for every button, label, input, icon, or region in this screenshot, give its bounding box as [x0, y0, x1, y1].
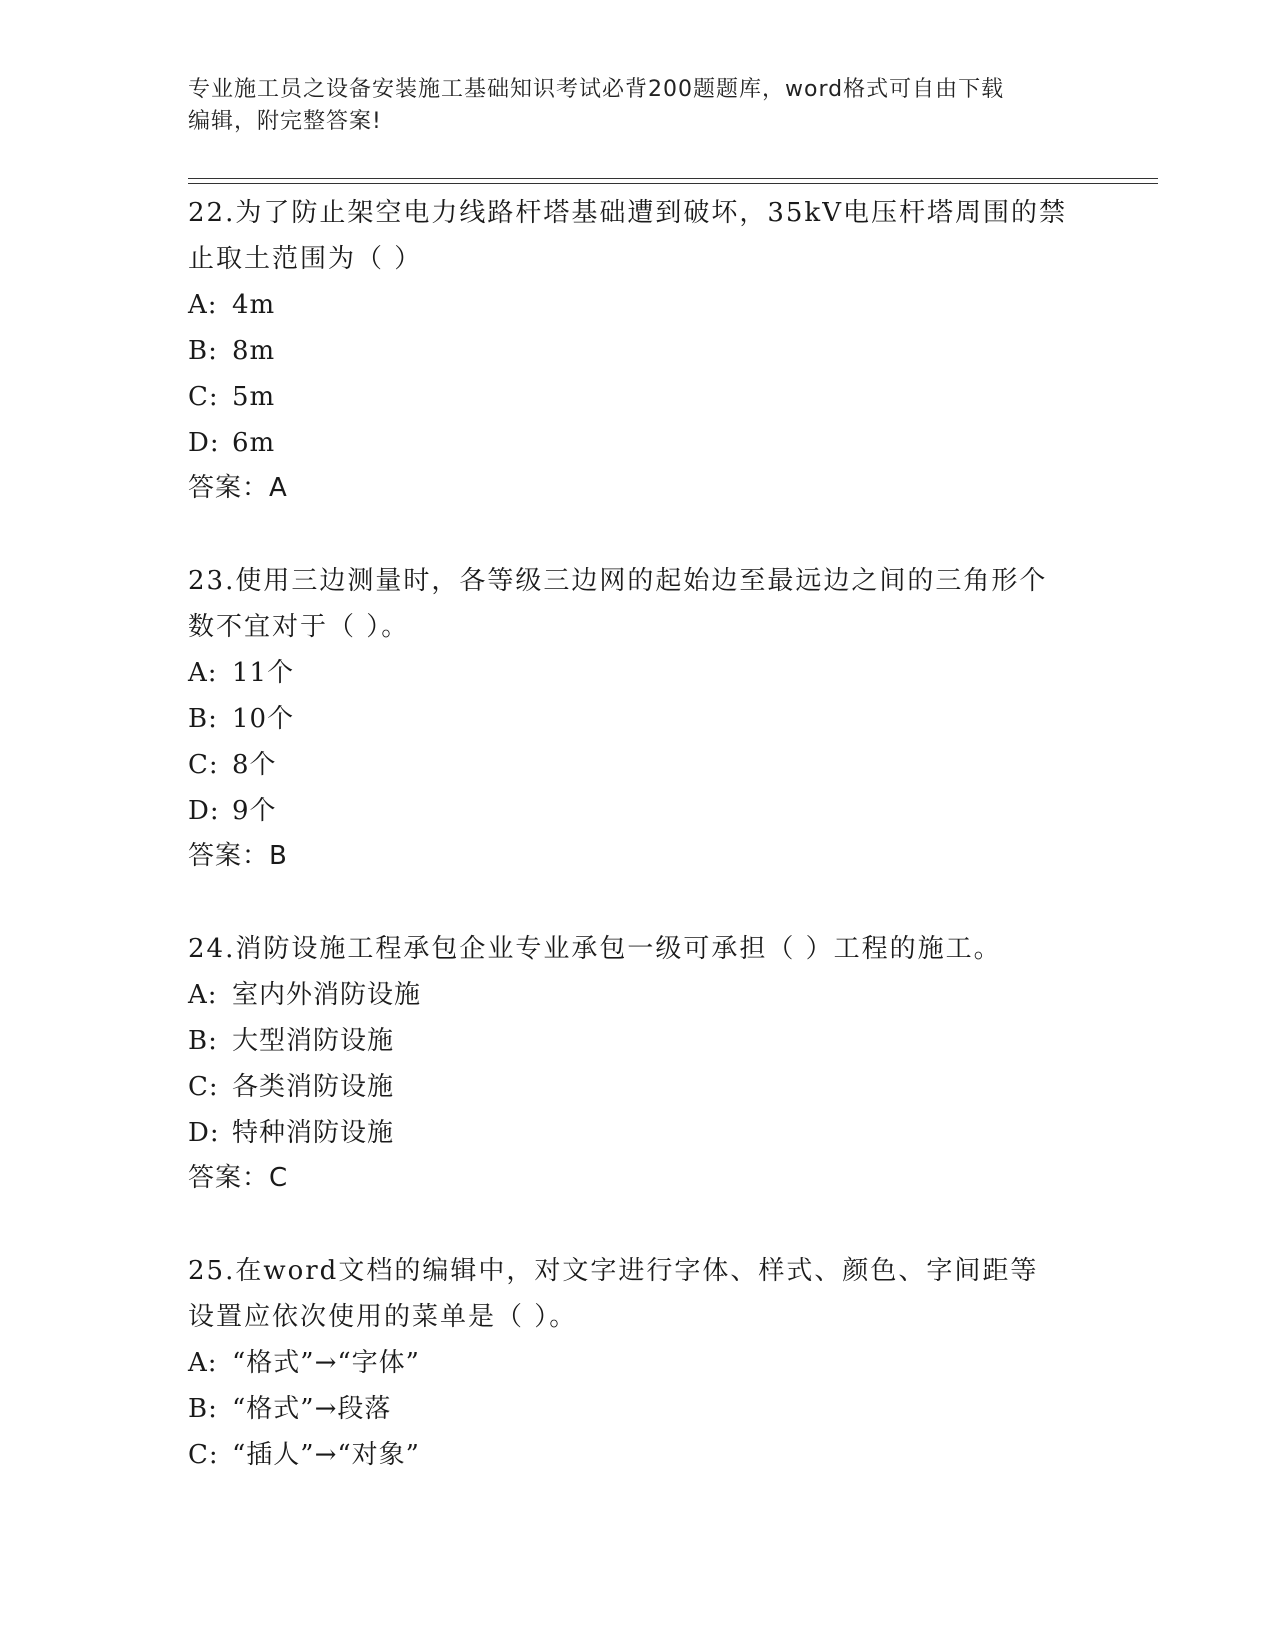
option-text: 11个	[232, 658, 295, 688]
option-a	[188, 282, 1108, 328]
option-label: D:	[188, 796, 220, 826]
option-label: C:	[188, 750, 219, 780]
header-title-line1: 专业施工员之设备安装施工基础知识考试必背200题题库，word格式可自由下载	[188, 77, 1005, 102]
option-label: A:	[188, 658, 218, 688]
option-label: D:	[188, 1118, 220, 1148]
option-text: “插人”→“对象”	[232, 1440, 420, 1470]
option-b	[188, 1018, 1108, 1064]
option-label: C:	[188, 382, 219, 412]
question-25	[188, 1248, 1108, 1478]
question-stem	[188, 926, 1108, 972]
option-text: 5m	[232, 382, 276, 412]
question-24	[188, 926, 1108, 1200]
question-stem-line1: 22.为了防止架空电力线路杆塔基础遭到破坏，35kV电压杆塔周围的禁	[188, 198, 1067, 228]
option-label: A:	[188, 1348, 218, 1378]
option-a	[188, 972, 1108, 1018]
header-divider-top	[188, 178, 1158, 179]
answer: 答案：C	[188, 1163, 289, 1193]
document-header	[188, 74, 1088, 138]
header-divider-bottom	[188, 183, 1158, 184]
question-stem	[188, 1248, 1108, 1340]
option-text: 10个	[232, 704, 295, 734]
question-stem-line1: 25.在word文档的编辑中，对文字进行字体、样式、颜色、字间距等	[188, 1256, 1039, 1286]
option-text: “格式”→“字体”	[232, 1348, 420, 1378]
option-c	[188, 374, 1108, 420]
question-22	[188, 190, 1108, 510]
option-text: 4m	[232, 290, 276, 320]
option-text: 8个	[232, 750, 277, 780]
option-d	[188, 788, 1108, 834]
option-d	[188, 420, 1108, 466]
option-b	[188, 1386, 1108, 1432]
option-a	[188, 1340, 1108, 1386]
option-text: 8m	[232, 336, 276, 366]
option-label: B:	[188, 1026, 218, 1056]
option-label: C:	[188, 1440, 219, 1470]
question-stem-line1: 24.消防设施工程承包企业专业承包一级可承担（ ）工程的施工。	[188, 934, 1002, 964]
option-text: 6m	[232, 428, 276, 458]
question-stem-line2: 设置应依次使用的菜单是（ ）。	[188, 1302, 578, 1332]
option-label: B:	[188, 704, 218, 734]
option-label: B:	[188, 336, 218, 366]
question-stem	[188, 558, 1108, 650]
option-b	[188, 696, 1108, 742]
option-a	[188, 650, 1108, 696]
option-text: “格式”→段落	[232, 1394, 392, 1424]
option-text: 室内外消防设施	[232, 980, 422, 1010]
option-label: C:	[188, 1072, 219, 1102]
option-text: 各类消防设施	[232, 1072, 395, 1102]
option-label: A:	[188, 290, 218, 320]
answer: 答案：A	[188, 473, 288, 503]
option-c	[188, 1064, 1108, 1110]
option-label: A:	[188, 980, 218, 1010]
question-stem-line2: 止取土范围为（ ）	[188, 244, 423, 274]
option-label: B:	[188, 1394, 218, 1424]
question-23	[188, 558, 1108, 878]
option-text: 9个	[232, 796, 277, 826]
question-stem-line2: 数不宜对于（ ）。	[188, 612, 410, 642]
option-text: 大型消防设施	[232, 1026, 395, 1056]
option-text: 特种消防设施	[232, 1118, 395, 1148]
option-label: D:	[188, 428, 220, 458]
option-c	[188, 1432, 1108, 1478]
question-list	[188, 190, 1108, 1526]
option-c	[188, 742, 1108, 788]
header-title-line2: 编辑，附完整答案!	[188, 109, 382, 134]
question-stem-line1: 23.使用三边测量时，各等级三边网的起始边至最远边之间的三角形个	[188, 566, 1048, 596]
answer: 答案：B	[188, 841, 288, 871]
option-d	[188, 1110, 1108, 1156]
option-b	[188, 328, 1108, 374]
question-stem	[188, 190, 1108, 282]
